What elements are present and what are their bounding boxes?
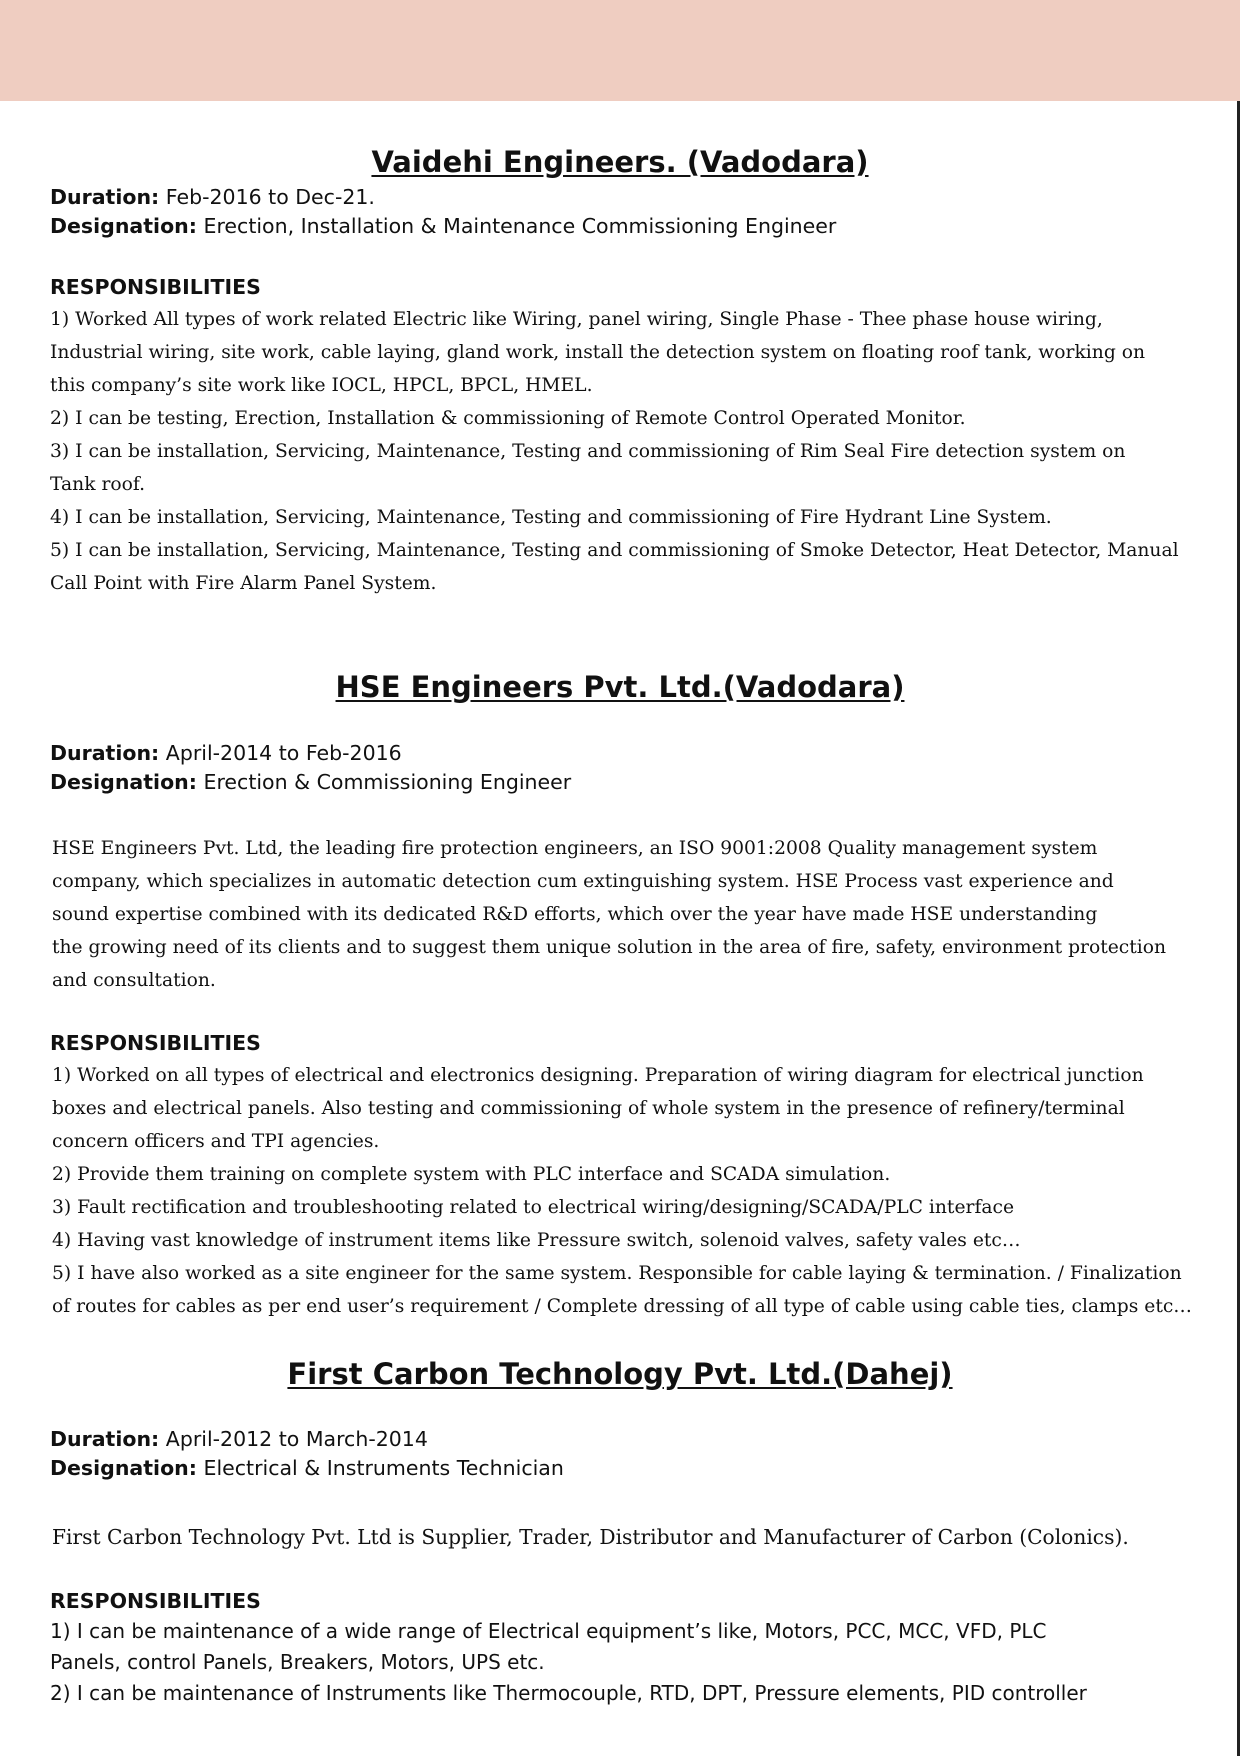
responsibility-line: Call Point with Fire Alarm Panel System. [50, 573, 437, 594]
responsibilities-list [50, 303, 1179, 600]
duration-line [50, 1425, 428, 1454]
responsibilities-list [52, 1059, 1192, 1323]
duration-line [50, 739, 402, 768]
responsibility-line: 2) Provide them training on complete system with PLC interface and SCADA simulation. [52, 1164, 891, 1185]
description-line: and consultation. [52, 970, 216, 991]
responsibilities-heading: RESPONSIBILITIES [50, 275, 261, 299]
responsibility-line: 1) Worked on all types of electrical and electronics designing. Preparation of wiring diagram for electrical junction [52, 1065, 1144, 1086]
designation-line [50, 1454, 564, 1483]
responsibility-line: boxes and electrical panels. Also testing and commissioning of whole system in the presence of refinery/terminal [52, 1098, 1125, 1119]
duration-label: Duration: [50, 741, 160, 765]
designation-label: Designation: [50, 1456, 197, 1480]
designation-line [50, 768, 571, 797]
description-line: First Carbon Technology Pvt. Ltd is Supplier, Trader, Distributor and Manufacturer of Carbon (Colonics). [52, 1525, 1129, 1549]
description-line: company, which specializes in automatic detection cum extinguishing system. HSE Process vast experience and [52, 871, 1114, 892]
responsibility-line: 4) Having vast knowledge of instrument items like Pressure switch, solenoid valves, safety vales etc… [52, 1230, 1021, 1251]
description-line: sound expertise combined with its dedicated R&D efforts, which over the year have made HSE understanding [52, 904, 1098, 925]
duration-line [50, 183, 375, 212]
description-line: the growing need of its clients and to suggest them unique solution in the area of fire, safety, environment protection [52, 937, 1167, 958]
company-title-vaidehi: Vaidehi Engineers. (Vadodara) [371, 145, 869, 179]
responsibility-line: Panels, control Panels, Breakers, Motors, UPS etc. [50, 1650, 545, 1674]
responsibility-line: 4) I can be installation, Servicing, Maintenance, Testing and commissioning of Fire Hydrant Line System. [50, 507, 1052, 528]
responsibility-line: concern officers and TPI agencies. [52, 1131, 380, 1152]
responsibilities-list [50, 1616, 1087, 1709]
duration-label: Duration: [50, 185, 160, 209]
responsibility-line: 3) I can be installation, Servicing, Maintenance, Testing and commissioning of Rim Seal Fire detection system on [50, 441, 1126, 462]
duration-label: Duration: [50, 1427, 160, 1451]
designation-value: Electrical & Instruments Technician [203, 1456, 564, 1480]
duration-value: April-2014 to Feb-2016 [165, 741, 402, 765]
designation-label: Designation: [50, 214, 197, 238]
company-description [52, 1521, 1129, 1554]
designation-label: Designation: [50, 770, 197, 794]
description-line: HSE Engineers Pvt. Ltd, the leading fire protection engineers, an ISO 9001:2008 Quality management system [52, 838, 1098, 859]
responsibility-line: Industrial wiring, site work, cable laying, gland work, install the detection system on floating roof tank, working on [50, 342, 1146, 363]
company-title-hse: HSE Engineers Pvt. Ltd.(Vadodara) [335, 670, 905, 704]
duration-value: Feb-2016 to Dec-21. [165, 185, 375, 209]
responsibility-line: this company’s site work like IOCL, HPCL, BPCL, HMEL. [50, 375, 593, 396]
responsibility-line: 5) I have also worked as a site engineer for the same system. Responsible for cable laying & termination. / Finalization [52, 1263, 1182, 1284]
responsibility-line: 1) I can be maintenance of a wide range of Electrical equipment’s like, Motors, PCC, MCC, VFD, PLC [50, 1619, 1047, 1643]
responsibility-line: of routes for cables as per end user’s requirement / Complete dressing of all type of cable using cable ties, clamps etc… [52, 1296, 1192, 1317]
company-title-first-carbon: First Carbon Technology Pvt. Ltd.(Dahej) [287, 1357, 953, 1391]
responsibility-line: Tank roof. [50, 474, 146, 495]
responsibility-line: 1) Worked All types of work related Electric like Wiring, panel wiring, Single Phase - Thee phase house wiring, [50, 309, 1103, 330]
designation-line [50, 212, 836, 241]
designation-value: Erection & Commissioning Engineer [203, 770, 572, 794]
responsibilities-heading: RESPONSIBILITIES [50, 1031, 261, 1055]
header-band [0, 0, 1240, 101]
duration-value: April-2012 to March-2014 [165, 1427, 428, 1451]
responsibility-line: 2) I can be maintenance of Instruments like Thermocouple, RTD, DPT, Pressure elements, PID controller [50, 1681, 1087, 1705]
responsibility-line: 2) I can be testing, Erection, Installation & commissioning of Remote Control Operated Monitor. [50, 408, 966, 429]
responsibilities-heading: RESPONSIBILITIES [50, 1589, 261, 1613]
designation-value: Erection, Installation & Maintenance Commissioning Engineer [203, 214, 837, 238]
company-description [52, 832, 1166, 997]
responsibility-line: 5) I can be installation, Servicing, Maintenance, Testing and commissioning of Smoke Detector, Heat Detector, Manual [50, 540, 1179, 561]
responsibility-line: 3) Fault rectification and troubleshooting related to electrical wiring/designing/SCADA/PLC interface [52, 1197, 1015, 1218]
